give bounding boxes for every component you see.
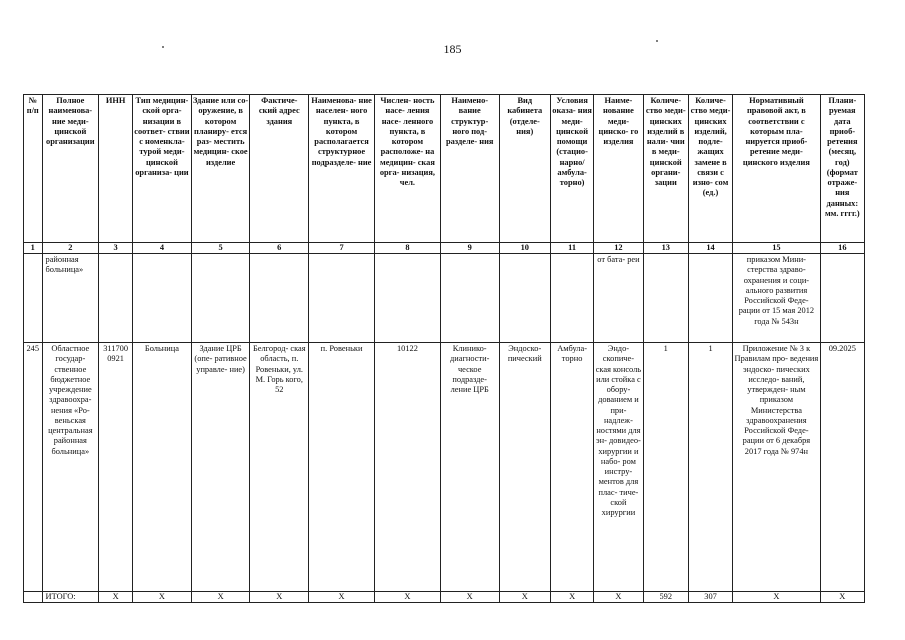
table-cell [250, 254, 309, 343]
scan-speck [656, 40, 658, 42]
table-cell [688, 254, 732, 343]
total-qty-available: 592 [643, 592, 688, 603]
header-cell: Количе- ство меди- цинских изделий, подле- жащих замене в связи с изно- сом (ед.) [688, 95, 732, 243]
table-cell [440, 254, 499, 343]
row-number-cell: 245 [24, 343, 43, 592]
column-number: 1 [24, 243, 43, 254]
header-cell: ИНН [99, 95, 133, 243]
header-cell: Здание или со- оружение, в котором планиру- ется раз- местить медицин- ское изделие [191, 95, 250, 243]
total-qty-replace: 307 [688, 592, 732, 603]
table-cell [643, 254, 688, 343]
table-cell [551, 254, 594, 343]
column-number: 14 [688, 243, 732, 254]
header-cell: Плани- руемая дата приоб- ретения (месяц, год) (формат отраже- ния данных: мм. гггг.) [820, 95, 864, 243]
x-mark: Х [99, 592, 133, 603]
column-number: 15 [733, 243, 820, 254]
org-name-cell: Областное государ- ственное бюджетное учреждение здравоохра- нения «Ро- веньская центральная районная больница» [42, 343, 99, 592]
table-cell [24, 254, 43, 343]
x-mark: Х [440, 592, 499, 603]
inn-cell: 311700 0921 [99, 343, 133, 592]
column-number: 13 [643, 243, 688, 254]
qty-replace-cell: 1 [688, 343, 732, 592]
table-row [24, 343, 865, 592]
table-cell [820, 254, 864, 343]
settlement-cell: п. Ровеньки [309, 343, 375, 592]
column-number: 3 [99, 243, 133, 254]
header-cell: № п/п [24, 95, 43, 243]
continuation-row [24, 254, 865, 343]
header-cell: Наименова- ние населен- ного пункта, в котором располагается структурное подразделе- ние [309, 95, 375, 243]
header-cell: Числен- ность насе- ления насе- ленного пункта, в котором расположе- на медицин- ская орга- низация, чел. [374, 95, 440, 243]
header-cell: Тип медицин- ской орга- низации в соответ- ствии с номенкла- турой меди- цинской организа- ции [133, 95, 192, 243]
x-mark: Х [133, 592, 192, 603]
legal-act-cell: Приложение № 3 к Правилам про- ведения эндоско- пических исследо- ваний, утвержден- ным приказом Министерства здравоохранения Российской Феде- рации от 6 декабря 2017 года № 974н [733, 343, 820, 592]
address-cell: Белгород- ская область, п. Ровеньки, ул. М. Горь кого, 52 [250, 343, 309, 592]
device-name-cell: Эндо- скопиче- ская консоль или стойка с обору- дованием и при- надлеж- ностями для эн- довидео- хирургии и набо- ром инстру- ментов для плас- тиче- ской хирургии [594, 343, 643, 592]
table-cell [133, 254, 192, 343]
header-cell: Полное наименова- ние меди- цинской организации [42, 95, 99, 243]
page-number: 185 [443, 42, 462, 56]
header-cell: Условия оказа- ния меди- цинской помощи (стацио- нарно/ амбула- торно) [551, 95, 594, 243]
header-row [24, 95, 865, 243]
x-mark: Х [309, 592, 375, 603]
column-number: 7 [309, 243, 375, 254]
column-number: 6 [250, 243, 309, 254]
column-number: 5 [191, 243, 250, 254]
header-cell: Фактиче- ский адрес здания [250, 95, 309, 243]
table-cell [499, 254, 550, 343]
table-cell [374, 254, 440, 343]
legal-act-cell: приказом Мини- стерства здраво- охранения и соци- ального развития Российской Феде- рации от 15 мая 2012 года № 543н [733, 254, 820, 343]
column-number: 16 [820, 243, 864, 254]
table-cell [309, 254, 375, 343]
column-number: 12 [594, 243, 643, 254]
header-cell: Наимено- вание структур- ного под- разделе- ния [440, 95, 499, 243]
total-label: ИТОГО: [42, 592, 99, 603]
qty-available-cell: 1 [643, 343, 688, 592]
x-mark: Х [250, 592, 309, 603]
column-number: 2 [42, 243, 99, 254]
x-mark: Х [594, 592, 643, 603]
table-cell [24, 592, 43, 603]
building-cell: Здание ЦРБ (опе- ративное управле- ние) [191, 343, 250, 592]
scan-speck [162, 46, 164, 48]
device-name-cell: от бата- реи [594, 254, 643, 343]
planned-date-cell: 09.2025 [820, 343, 864, 592]
column-number: 4 [133, 243, 192, 254]
table-cell [191, 254, 250, 343]
org-type-cell: Больница [133, 343, 192, 592]
header-cell: Вид кабинета (отделе- ния) [499, 95, 550, 243]
x-mark: Х [499, 592, 550, 603]
column-number: 8 [374, 243, 440, 254]
medical-equipment-table [23, 94, 865, 603]
column-number: 11 [551, 243, 594, 254]
header-cell: Наиме- нование меди- цинско- го изделия [594, 95, 643, 243]
header-cell: Нормативный правовой акт, в соответствии с которым пла- нируется приоб- ретение меди- цинского изделия [733, 95, 820, 243]
cabinet-cell: Эндоско- пический [499, 343, 550, 592]
x-mark: Х [551, 592, 594, 603]
population-cell: 10122 [374, 343, 440, 592]
x-mark: Х [820, 592, 864, 603]
column-number-row [24, 243, 865, 254]
x-mark: Х [733, 592, 820, 603]
conditions-cell: Амбула- торно [551, 343, 594, 592]
header-cell: Количе- ство меди- цинских изделий в нали- чии в меди- цинской органи- зации [643, 95, 688, 243]
x-mark: Х [191, 592, 250, 603]
column-number: 10 [499, 243, 550, 254]
table-cell [99, 254, 133, 343]
total-row [24, 592, 865, 603]
x-mark: Х [374, 592, 440, 603]
column-number: 9 [440, 243, 499, 254]
org-name-cell: районная больница» [42, 254, 99, 343]
unit-cell: Клинико- диагности- ческое подразде- ление ЦРБ [440, 343, 499, 592]
